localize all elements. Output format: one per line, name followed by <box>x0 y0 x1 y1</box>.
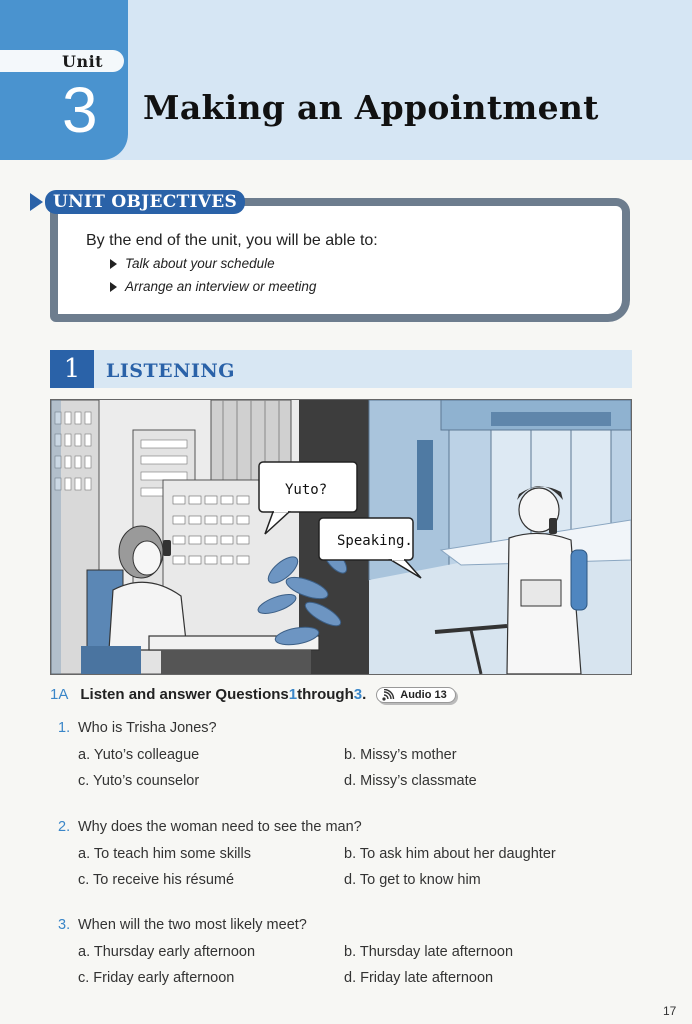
objectives-badge <box>30 189 245 215</box>
objective-item-text: Arrange an interview or meeting <box>125 279 317 294</box>
instruction-to: 3 <box>353 686 363 703</box>
question-text: Who is Trisha Jones? <box>78 720 217 736</box>
bullet-triangle-icon <box>110 282 117 292</box>
page-title: Making an Appointment <box>143 88 599 127</box>
scene-illustration <box>50 399 632 675</box>
answer-option: b. Missy’s mother <box>344 747 457 763</box>
audio-label: Audio 13 <box>400 688 447 701</box>
unit-label: Unit <box>62 52 104 71</box>
audio-button[interactable] <box>376 687 455 703</box>
objectives-intro: By the end of the unit, you will be able to: <box>86 232 378 249</box>
answer-option: d. To get to know him <box>344 872 481 888</box>
instruction-mid: through <box>297 686 354 703</box>
audio-waves-icon <box>381 689 397 701</box>
question-text: Why does the woman need to see the man? <box>78 819 362 835</box>
scene-svg <box>51 400 631 674</box>
speech-bubble-2: Speaking. <box>337 533 413 549</box>
answer-option: d. Friday late afternoon <box>344 970 494 986</box>
page-number: 17 <box>663 1004 677 1018</box>
section-title: LISTENING <box>106 360 235 382</box>
answer-option: a. To teach him some skills <box>78 846 251 862</box>
bullet-triangle-icon <box>110 259 117 269</box>
answer-option: c. To receive his résumé <box>78 872 235 888</box>
objectives-title: UNIT OBJECTIVES <box>45 190 245 214</box>
unit-number: 3 <box>62 74 98 146</box>
answer-option: d. Missy’s classmate <box>344 773 477 789</box>
question-number: 2. <box>58 819 71 835</box>
arrow-right-icon <box>30 193 43 211</box>
objective-item-text: Talk about your schedule <box>125 256 275 271</box>
answer-option: c. Yuto’s counselor <box>78 773 200 789</box>
answer-option: a. Yuto’s colleague <box>78 747 200 763</box>
answer-option: b. Thursday late afternoon <box>344 944 514 960</box>
answer-option: c. Friday early afternoon <box>78 970 235 986</box>
instruction-from: 1 <box>288 686 298 703</box>
question-number: 3. <box>58 917 71 933</box>
instruction-post: . <box>362 686 367 703</box>
exercise-header <box>50 686 456 703</box>
question-number: 1. <box>58 720 71 736</box>
objective-item <box>110 256 275 271</box>
answer-option: b. To ask him about her daughter <box>344 846 556 862</box>
section-number: 1 <box>50 350 94 388</box>
speech-bubble-1: Yuto? <box>285 482 328 498</box>
answer-option: a. Thursday early afternoon <box>78 944 256 960</box>
exercise-code: 1A <box>50 686 69 703</box>
question-text: When will the two most likely meet? <box>78 917 307 933</box>
objective-item <box>110 279 316 294</box>
instruction-pre: Listen and answer Questions <box>80 686 289 703</box>
